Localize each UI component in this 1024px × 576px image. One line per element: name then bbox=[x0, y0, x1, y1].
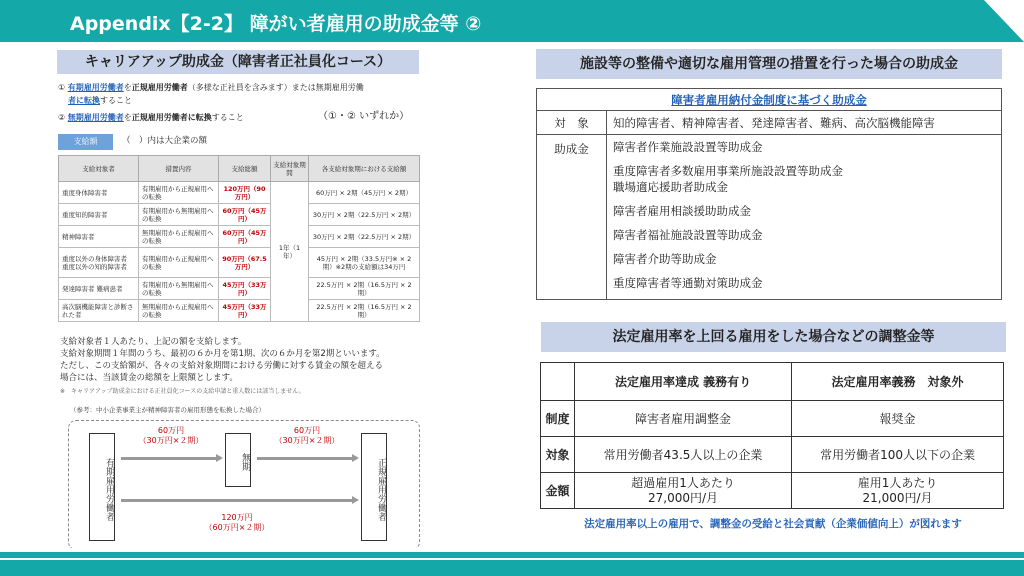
col-obligated: 法定雇用率達成 義務有り bbox=[575, 363, 792, 401]
cell-value: 常用労働者100人以下の企業 bbox=[792, 437, 1004, 473]
table-row bbox=[59, 204, 420, 226]
row-label-target: 対象 bbox=[541, 437, 575, 473]
arrow3-label: 120万円 （60万円×２期） bbox=[204, 513, 270, 532]
cell-each: 45万円 × 2期（33.5万円※ × 2期）※2期の支給額は34万円 bbox=[309, 248, 420, 278]
list-item: 障害者雇用相談援助助成金 bbox=[613, 204, 751, 218]
cell-value: 常用労働者43.5人以上の企業 bbox=[575, 437, 792, 473]
cell-total: 60万円（45万円） bbox=[219, 204, 271, 226]
list-item: 障害者福祉施設設置等助成金 bbox=[613, 228, 763, 242]
cell-measure: 無期雇用から正規雇用への転換 bbox=[139, 226, 219, 248]
facility-caption: 障害者雇用納付金制度に基づく助成金 bbox=[537, 89, 1002, 111]
diagram-caption: （参考：中小企業事業主が精神障害者の雇用形態を転換した場合） bbox=[70, 406, 265, 414]
grant-list bbox=[607, 135, 1002, 300]
cell-target: 重度知的障害者 bbox=[59, 204, 139, 226]
cell-value: 超過雇用1人あたり 27,000円/月 bbox=[575, 473, 792, 509]
list-item: 障害者作業施設設置等助成金 bbox=[613, 140, 763, 154]
list-item: 重度障害者多数雇用事業所施設設置等助成金 bbox=[613, 164, 843, 178]
cell-total: 120万円（90万円） bbox=[219, 182, 271, 204]
condition-2: ② 無期雇用労働者を正規雇用労働者に転換すること bbox=[58, 113, 244, 122]
career-up-heading: キャリアアップ助成金（障害者正社員化コース） bbox=[57, 50, 419, 74]
table-row bbox=[59, 226, 420, 248]
amount-badge: 支給額 bbox=[58, 134, 113, 150]
table-row bbox=[59, 278, 420, 300]
cell-each: 22.5万円 × 2期（16.5万円 × 2期） bbox=[309, 278, 420, 300]
title-bar-corner bbox=[984, 0, 1024, 42]
table-row bbox=[541, 401, 1004, 437]
list-item: 職場適応援助者助成金 bbox=[613, 180, 728, 194]
cell-value: 障害者雇用調整金 bbox=[575, 401, 792, 437]
cell-each: 60万円 × 2期（45万円 × 2期） bbox=[309, 182, 420, 204]
adjustment-table bbox=[540, 362, 1004, 509]
cell-measure: 有期雇用から無期雇用への転換 bbox=[139, 204, 219, 226]
target-label: 対 象 bbox=[537, 111, 607, 135]
row-label-amount: 金額 bbox=[541, 473, 575, 509]
facility-heading: 施設等の整備や適切な雇用管理の措置を行った場合の助成金 bbox=[536, 49, 1002, 79]
col-target: 支給対象者 bbox=[59, 156, 139, 182]
cell-target: 高次脳機能障害と診断された者 bbox=[59, 300, 139, 322]
table-row bbox=[541, 437, 1004, 473]
note-line-5: ※ キャリアアップ助成金における正社員化コースの支給申請と重人数には該当しません。 bbox=[60, 388, 305, 395]
col-period: 支給対象期間 bbox=[271, 156, 309, 182]
grant-table bbox=[58, 155, 420, 322]
row-label-system: 制度 bbox=[541, 401, 575, 437]
cell-each: 30万円 × 2期（22.5万円 × 2期） bbox=[309, 226, 420, 248]
cell-value: 雇用1人あたり 21,000円/月 bbox=[792, 473, 1004, 509]
cell-each: 22.5万円 × 2期（16.5万円 × 2期） bbox=[309, 300, 420, 322]
box-fixed-term: 有期雇用労働者 bbox=[89, 433, 115, 541]
cell-total: 60万円（45万円） bbox=[219, 226, 271, 248]
col-exempt: 法定雇用率義務 対象外 bbox=[792, 363, 1004, 401]
cell-target: 発達障害者 難病患者 bbox=[59, 278, 139, 300]
col-total: 支給総額 bbox=[219, 156, 271, 182]
conversion-diagram bbox=[68, 420, 420, 550]
table-row bbox=[541, 473, 1004, 509]
cell-measure: 有期雇用から無期雇用への転換 bbox=[139, 278, 219, 300]
corner-cell bbox=[541, 363, 575, 401]
table-row bbox=[59, 300, 420, 322]
facility-table bbox=[536, 88, 1002, 300]
cell-total: 90万円（67.5万円） bbox=[219, 248, 271, 278]
box-regular: 正規雇用労働者 bbox=[361, 433, 387, 541]
cell-measure: 有期雇用から正規雇用への転換 bbox=[139, 248, 219, 278]
col-measure: 措置内容 bbox=[139, 156, 219, 182]
note-line-2: 支給対象期間１年間のうち、最初の６か月を第1期、次の６か月を第2期といいます。 bbox=[60, 349, 385, 359]
either-note: （①・② いずれか） bbox=[318, 111, 410, 122]
arrow1-label: 60万円 （30万円×２期） bbox=[138, 426, 204, 445]
cell-total: 45万円（33万円） bbox=[219, 278, 271, 300]
cell-target: 精神障害者 bbox=[59, 226, 139, 248]
cell-value: 報奨金 bbox=[792, 401, 1004, 437]
grant-label: 助成金 bbox=[537, 135, 607, 300]
bottom-bar bbox=[0, 548, 1024, 576]
arrow-to-regular bbox=[257, 457, 353, 460]
note-line-3: ただし、この支給額が、各々の支給対象期間における労働に対する賃金の額を超える bbox=[60, 361, 384, 371]
table-row bbox=[59, 182, 420, 204]
cell-each: 30万円 × 2期（22.5万円 × 2期） bbox=[309, 204, 420, 226]
col-each: 各支給対象期における支給額 bbox=[309, 156, 420, 182]
list-item: 障害者介助等助成金 bbox=[613, 252, 717, 266]
amount-badge-note: （ ）内は大企業の額 bbox=[122, 136, 208, 146]
cell-total: 45万円（33万円） bbox=[219, 300, 271, 322]
arrow-to-indefinite bbox=[121, 457, 217, 460]
table-row bbox=[59, 248, 420, 278]
condition-1: ① 有期雇用労働者を正規雇用労働者（多様な正社員を含みます）または無期雇用労働 bbox=[58, 83, 364, 92]
cell-target: 重度身体障害者 bbox=[59, 182, 139, 204]
target-value: 知的障害者、精神障害者、発達障害者、難病、高次脳機能障害 bbox=[607, 111, 1002, 135]
arrow-direct-to-regular bbox=[121, 499, 353, 502]
cell-measure: 無期雇用から正規雇用への転換 bbox=[139, 300, 219, 322]
box-indefinite: 無期 bbox=[225, 433, 251, 487]
cell-target: 重度以外の身体障害者 重度以外の知的障害者 bbox=[59, 248, 139, 278]
footer-note: 法定雇用率以上の雇用で、調整金の受給と社会貢献（企業価値向上）が図れます bbox=[584, 518, 962, 530]
cell-measure: 有期雇用から正規雇用への転換 bbox=[139, 182, 219, 204]
note-line-4: 場合には、当該賃金の総額を上限額とします。 bbox=[60, 373, 238, 383]
adjustment-heading: 法定雇用率を上回る雇用をした場合などの調整金等 bbox=[541, 322, 1006, 352]
arrow2-label: 60万円 （30万円×２期） bbox=[274, 426, 340, 445]
list-item: 重度障害者等通勤対策助成金 bbox=[613, 276, 763, 290]
condition-1-line2: 者に転換すること bbox=[68, 96, 132, 105]
page-title: Appendix【2-2】 障がい者雇用の助成金等 ② bbox=[70, 13, 482, 35]
note-line-1: 支給対象者１人あたり、上記の額を支給します。 bbox=[60, 337, 247, 347]
cell-period: 1年（1年） bbox=[271, 182, 309, 322]
